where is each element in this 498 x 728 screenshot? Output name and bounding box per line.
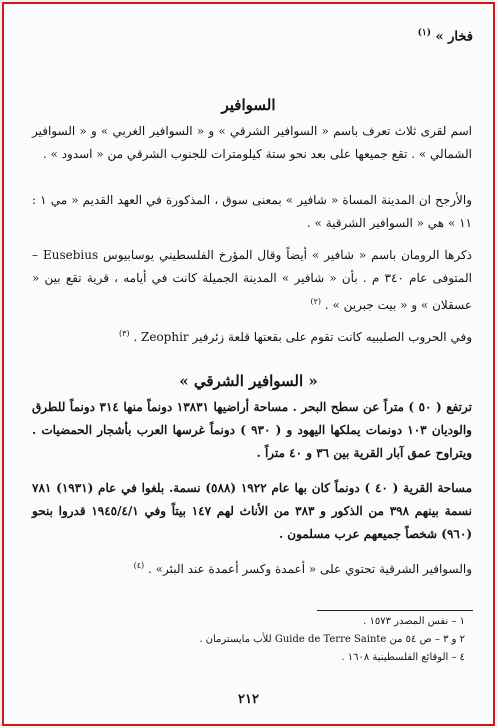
section-title-eastern-sawafir: « السوافير الشرقي »	[179, 372, 318, 390]
paragraph-population	[32, 477, 472, 546]
header-footnote-mark: (١)	[417, 28, 431, 38]
paragraph-text: ترتفع ( ٥٠ ) متراً عن سطح البحر . مساحة أراضيها ١٣٨٣١ دونماً منها ٣١٤ دونماً للطرق والوديان ١٠٣ دونمات يملكها اليهود و ( ٩٣٠ ) دونماً غرسها العرب بأشجار الحمضيات . ويتراوح عمق آبار القرية بين ٣٦ و ٤٠ متراً .	[32, 400, 472, 460]
document-page	[4, 4, 493, 724]
section-title-sawafir: السوافير	[221, 96, 276, 114]
footnote-mark: (٤)	[133, 561, 145, 570]
paragraph-text: والسوافير الشرقية تحتوي على « أعمدة وكسر أعمدة عند البئر» .	[148, 562, 472, 576]
paragraph-text: وفي الحروب الصليبيه كانت تقوم على بقعتها قلعة زئرفير Zeophir .	[133, 330, 472, 344]
footnote-mark: (٢)	[310, 297, 322, 306]
paragraph-antiquities	[32, 554, 472, 581]
paragraph-shafir	[32, 189, 472, 235]
paragraph-text: مساحة القرية ( ٤٠ ) دونماً كان بها عام ١٩٢٢ (٥٨٨) نسمة. بلغوا في عام (١٩٣١) ٧٨١ نسمة بينهم ٣٩٨ من الذكور و ٣٨٣ من الأناث لهم ١٤٧ بيتاً وفي ١٩٤٥/٤/١ قدروا بنحو (٩٦٠) شخصاً جميعهم عرب مسلمون .	[32, 481, 473, 541]
header-text: فخار »	[435, 29, 473, 45]
footnote-mark: (٣)	[119, 329, 130, 338]
footnote-1: ١ – نفس المصدر ١٥٧٣ .	[363, 616, 465, 627]
paragraph-text: ذكرها الرومان باسم « شافير » أيضاً وقال المؤرخ الفلسطيني يوسابيوس Eusebius – المتوفى عام ٣٤٠ م . بأن « شافير » المدينة الجميلة كانت في أيامه ، قرية تقع بين « عسقلان » و « بيت جبرين » .	[32, 248, 472, 312]
paragraph-romans	[32, 244, 472, 317]
paragraph-text: اسم لقرى ثلاث تعرف باسم « السوافير الشرقي » و « السوافير الغربي » و « السوافير الشمالي » . تقع جميعها على بعد نحو ستة كيلومترات للجنوب الشرقي من « اسدود » .	[32, 124, 472, 161]
paragraph-area	[32, 396, 472, 465]
footnote-divider	[317, 610, 473, 611]
paragraph-text: والأرجح ان المدينة المساة « شافير » بمعنى سوق ، المذكورة في العهد القديم « مي ١ : ١١ » هي « السوافير الشرقية » .	[32, 193, 472, 230]
footnote-2-3: ٢ و ٣ – ص ٥٤ من Guide de Terre Sainte للأب مايسترمان .	[199, 634, 465, 645]
footnote-4: ٤ – الوقائع الفلسطينية ١٦٠٨ .	[341, 652, 465, 663]
page-number: ٢١٢	[238, 692, 259, 707]
running-header	[418, 28, 473, 44]
paragraph-intro	[32, 120, 472, 166]
page-frame	[2, 2, 495, 726]
paragraph-crusades	[32, 322, 472, 349]
